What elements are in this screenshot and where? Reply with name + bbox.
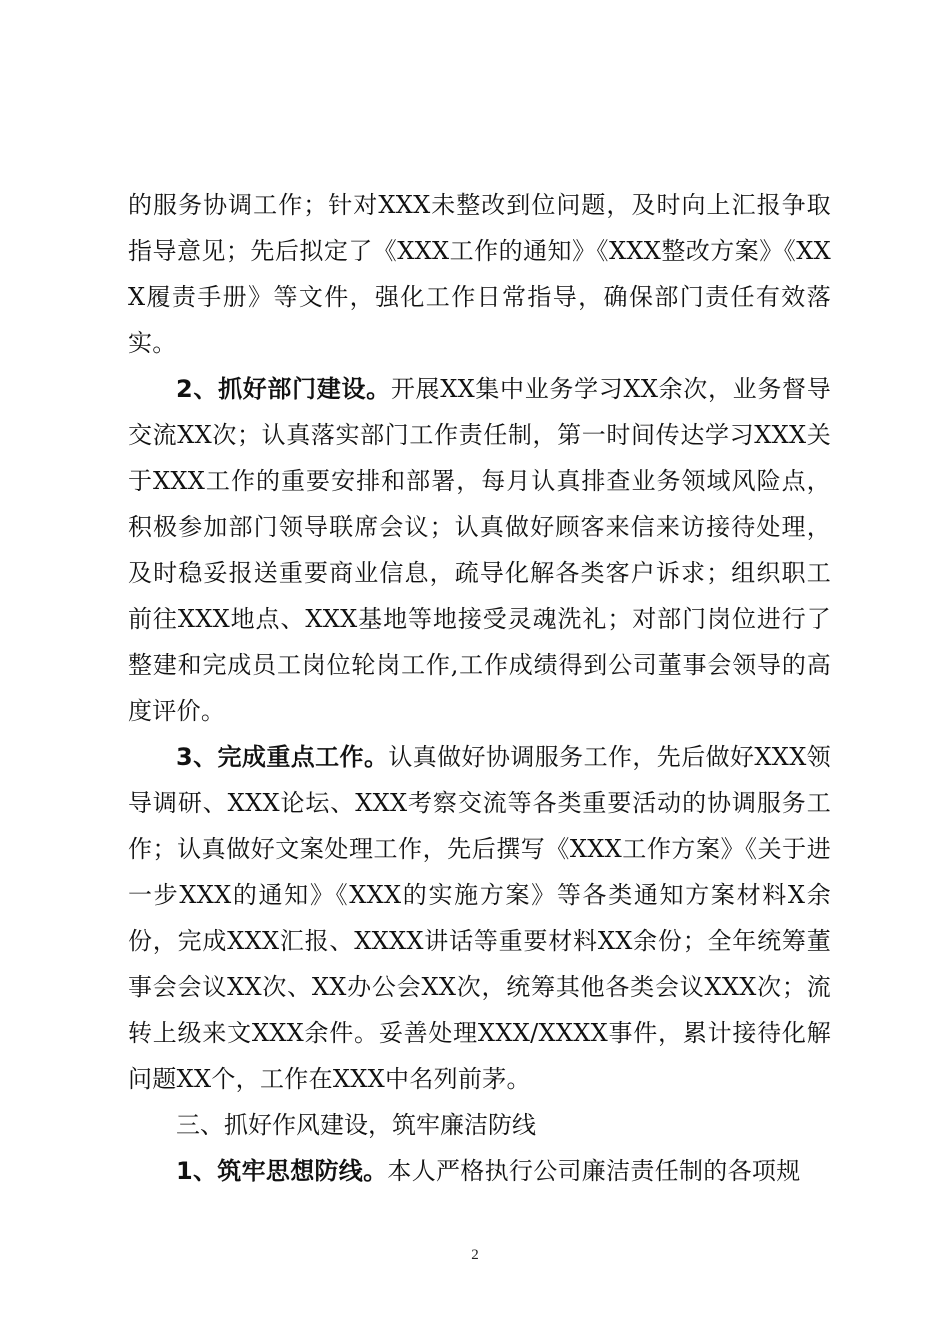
paragraph-key-work [128,734,831,1102]
paragraph-text: 认真做好协调服务工作，先后做好XXX领导调研、XXX论坛、XXX考察交流等各类重要活动的协调服务工作；认真做好文案处理工作，先后撰写《XXX工作方案》《关于进一步XXX的通知》《XXX的实施方案》等各类通知方案材料X余份，完成XXX汇报、XXXX讲话等重要材料XX余份；全年统筹董事会会议XX次、XX办公会XX次，统筹其他各类会议XXX次；流转上级来文XXX余件。妥善处理XXX/XXXX事件，累计接待化解问题XX个，工作在XXX中名列前茅。 [128,743,831,1093]
paragraph-department-building [128,366,831,734]
paragraph-text: 的服务协调工作；针对XXX未整改到位问题，及时向上汇报争取指导意见；先后拟定了《XXX工作的通知》《XXX整改方案》《XXX履责手册》等文件，强化工作日常指导，确保部门责任有效落实。 [128,191,831,357]
paragraph-lead: 1、筑牢思想防线。 [176,1157,388,1185]
paragraph-text: 开展XX集中业务学习XX余次，业务督导交流XX次；认真落实部门工作责任制，第一时间传达学习XXX关于XXX工作的重要安排和部署，每月认真排查业务领域风险点，积极参加部门领导联席会议；认真做好顾客来信来访接待处理，及时稳妥报送重要商业信息，疏导化解各类客户诉求；组织职工前往XXX地点、XXX基地等地接受灵魂洗礼；对部门岗位进行了整建和完成员工岗位轮岗工作,工作成绩得到公司董事会领导的高度评价。 [128,375,831,725]
paragraph-continuation [128,182,831,366]
section-heading: 三、抓好作风建设，筑牢廉洁防线 [176,1111,536,1139]
paragraph-lead: 3、完成重点工作。 [176,743,389,771]
document-body [128,182,831,1194]
paragraph-text: 本人严格执行公司廉洁责任制的各项规 [387,1157,801,1185]
paragraph-ideological-defense [128,1148,831,1194]
paragraph-lead: 2、抓好部门建设。 [176,375,391,403]
page-number: 2 [471,1247,479,1263]
